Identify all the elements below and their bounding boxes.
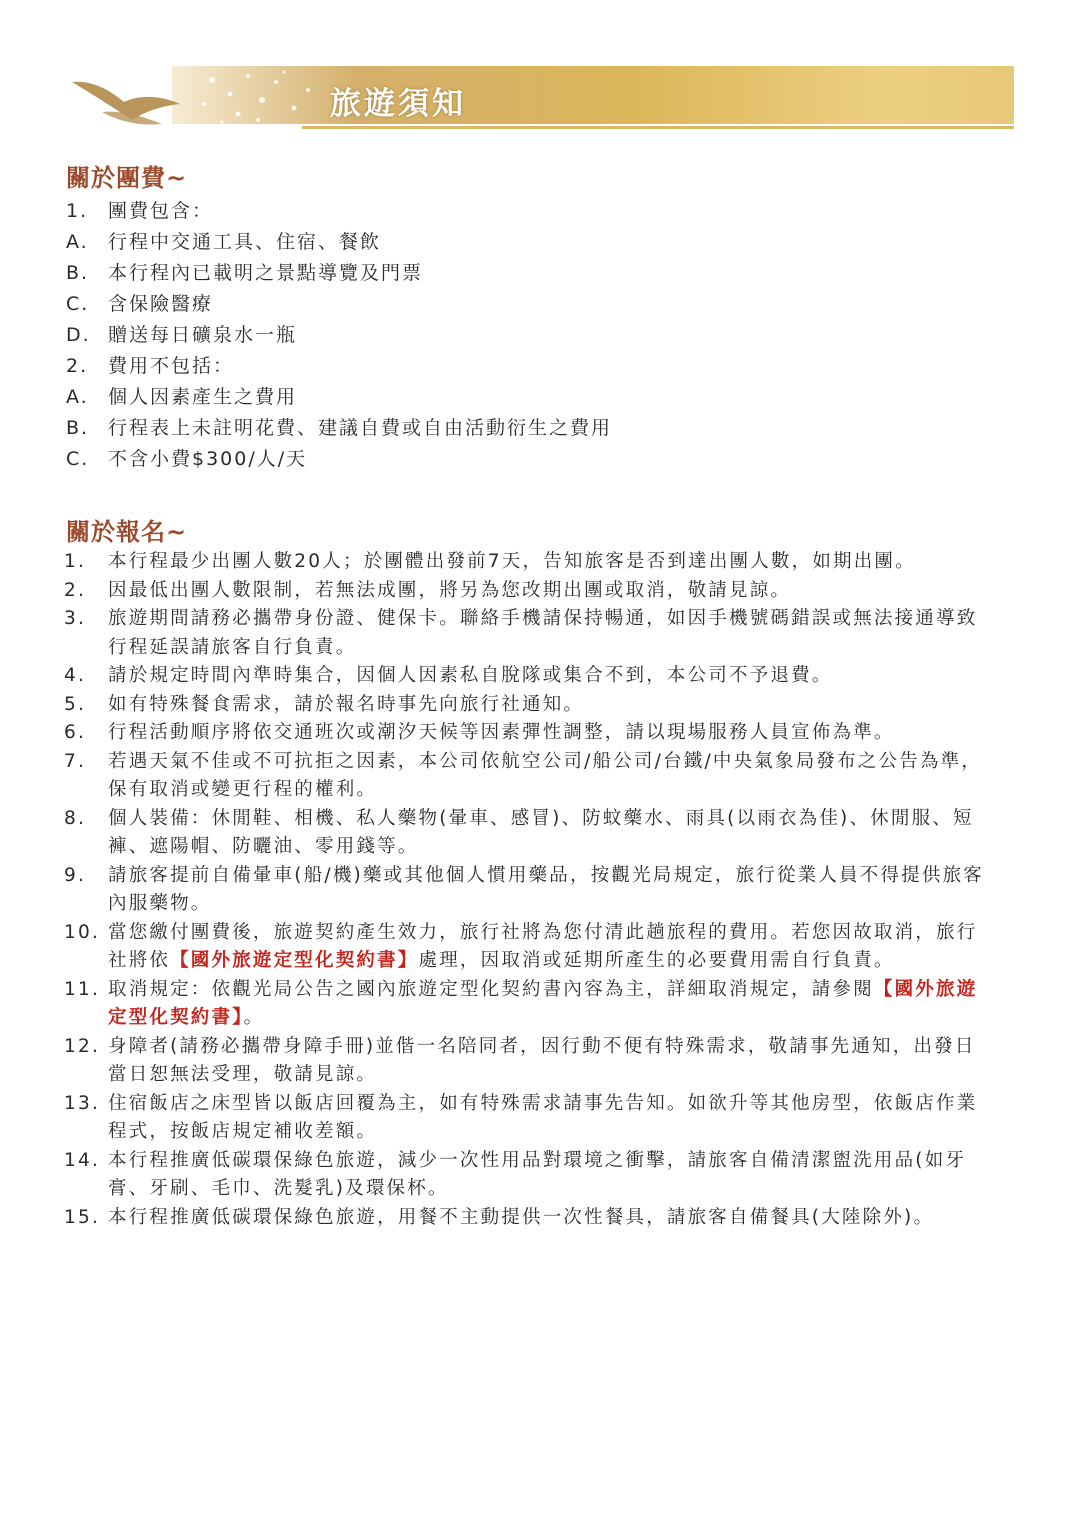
list-item <box>0 748 1076 805</box>
list-number: 13. <box>64 1092 101 1114</box>
list-text: 本行程內已載明之景點導覽及門票 <box>108 262 424 284</box>
list-item <box>0 289 1076 320</box>
list-item <box>0 382 1076 413</box>
list-number: 6. <box>64 722 87 743</box>
list-text-part: 當您繳付團費後，旅遊契約產生效力，旅行社將為您付清此趟旅程的費用。若您因故取消，旅行社將依 <box>108 921 978 971</box>
list-item <box>0 1204 1076 1233</box>
list-number: 12. <box>64 1035 101 1057</box>
list-text: 贈送每日礦泉水一瓶 <box>108 324 298 346</box>
list-number: 11. <box>64 978 101 1000</box>
list-item <box>0 351 1076 382</box>
list-text: 住宿飯店之床型皆以飯店回覆為主，如有特殊需求請事先告知。如欲升等其他房型，依飯店作業程式，按飯店規定補收差額。 <box>108 1092 978 1142</box>
list-text: 含保險醫療 <box>108 293 214 315</box>
list-number: 9. <box>64 864 87 886</box>
list-text: 本行程推廣低碳環保綠色旅遊，減少一次性用品對環境之衝擊，請旅客自備清潔盥洗用品(如牙膏、牙刷、毛巾、洗髮乳)及環保杯。 <box>108 1149 967 1199</box>
list-item <box>0 1147 1076 1204</box>
list-text: 不含小費$300/人/天 <box>108 448 308 470</box>
list-item <box>0 196 1076 227</box>
list-text: 請旅客提前自備暈車(船/機)藥或其他個人慣用藥品，按觀光局規定，旅行從業人員不得提供旅客內服藥物。 <box>108 864 984 914</box>
list-text: 本行程最少出團人數20人；於團體出發前7天，告知旅客是否到達出團人數，如期出團。 <box>108 551 916 572</box>
list-number: 2. <box>64 579 87 601</box>
list-item <box>0 548 1076 577</box>
contract-link-highlight: 【國外旅遊定型化契約書】 <box>170 950 419 971</box>
list-number: 1. <box>64 551 87 572</box>
list-number: 8. <box>64 807 87 829</box>
list-number: 14. <box>64 1149 101 1171</box>
list-text <box>108 976 990 1033</box>
list-item <box>0 227 1076 258</box>
list-letter: D. <box>66 324 91 346</box>
fees-heading: 關於團費~ <box>66 164 188 192</box>
list-item <box>0 691 1076 720</box>
list-number: 15. <box>64 1206 101 1228</box>
list-number: 10. <box>64 921 101 943</box>
list-letter: B. <box>66 417 90 439</box>
list-item <box>0 976 1076 1033</box>
list-item <box>0 320 1076 351</box>
list-item <box>0 919 1076 976</box>
list-text-part: 。 <box>243 1007 265 1028</box>
list-text: 團費包含： <box>108 200 214 222</box>
list-number: 7. <box>64 750 87 772</box>
list-item <box>0 805 1076 862</box>
list-text: 因最低出團人數限制，若無法成團，將另為您改期出團或取消，敬請見諒。 <box>108 579 792 601</box>
list-text: 行程中交通工具、住宿、餐飲 <box>108 231 382 253</box>
list-number: 4. <box>64 665 87 686</box>
list-number: 3. <box>64 608 87 629</box>
list-text: 個人裝備：休閒鞋、相機、私人藥物(暈車、感冒)、防蚊藥水、雨具(以雨衣為佳)、休閒服、短褲、遮陽帽、防曬油、零用錢等。 <box>108 807 974 857</box>
list-text: 行程活動順序將依交通班次或潮汐天候等因素彈性調整，請以現場服務人員宣佈為準。 <box>108 722 895 743</box>
list-item <box>0 444 1076 475</box>
registration-heading: 關於報名~ <box>66 518 188 546</box>
list-text: 身障者(請務必攜帶身障手冊)並偕一名陪同者，因行動不便有特殊需求，敬請事先通知，出發日當日恕無法受理，敬請見諒。 <box>108 1035 976 1085</box>
list-number: 5. <box>64 693 87 715</box>
banner-graphic <box>62 60 1014 134</box>
list-item <box>0 577 1076 606</box>
list-letter: C. <box>66 448 90 470</box>
list-number: 2. <box>66 355 89 377</box>
list-item <box>0 662 1076 691</box>
banner-title: 旅遊須知 <box>330 86 466 122</box>
registration-list <box>0 548 1076 1232</box>
list-text <box>108 919 990 976</box>
list-text-part: 取消規定：依觀光局公告之國內旅遊定型化契約書內容為主，詳細取消規定，請參閱 <box>108 978 874 1000</box>
list-letter: B. <box>66 262 90 284</box>
list-text: 請於規定時間內準時集合，因個人因素私自脫隊或集合不到，本公司不予退費。 <box>108 665 833 686</box>
list-number: 1. <box>66 200 89 222</box>
list-text: 本行程推廣低碳環保綠色旅遊，用餐不主動提供一次性餐具，請旅客自備餐具(大陸除外)。 <box>108 1206 935 1228</box>
fees-list <box>0 196 1076 475</box>
list-text: 如有特殊餐食需求，請於報名時事先向旅行社通知。 <box>108 693 585 715</box>
list-item <box>0 258 1076 289</box>
list-text: 個人因素產生之費用 <box>108 386 298 408</box>
list-letter: C. <box>66 293 90 315</box>
list-item <box>0 605 1076 662</box>
list-letter: A. <box>66 231 89 253</box>
list-item <box>0 413 1076 444</box>
list-text: 旅遊期間請務必攜帶身份證、健保卡。聯絡手機請保持暢通，如因手機號碼錯誤或無法接通導致行程延誤請旅客自行負責。 <box>108 608 978 658</box>
list-item <box>0 719 1076 748</box>
contract-link-highlight: 【國外旅遊定型化契約書】 <box>108 978 978 1028</box>
list-text: 若遇天氣不佳或不可抗拒之因素，本公司依航空公司/船公司/台鐵/中央氣象局發布之公告為準，保有取消或變更行程的權利。 <box>108 750 983 800</box>
list-text-part: 處理，因取消或延期所產生的必要費用需自行負責。 <box>418 950 895 971</box>
list-text: 行程表上未註明花費、建議自費或自由活動衍生之費用 <box>108 417 613 439</box>
header-banner <box>62 60 1014 134</box>
list-item <box>0 1033 1076 1090</box>
list-letter: A. <box>66 386 89 408</box>
list-item <box>0 862 1076 919</box>
list-item <box>0 1090 1076 1147</box>
bird-logo-icon <box>72 82 180 125</box>
list-text: 費用不包括： <box>108 355 235 377</box>
